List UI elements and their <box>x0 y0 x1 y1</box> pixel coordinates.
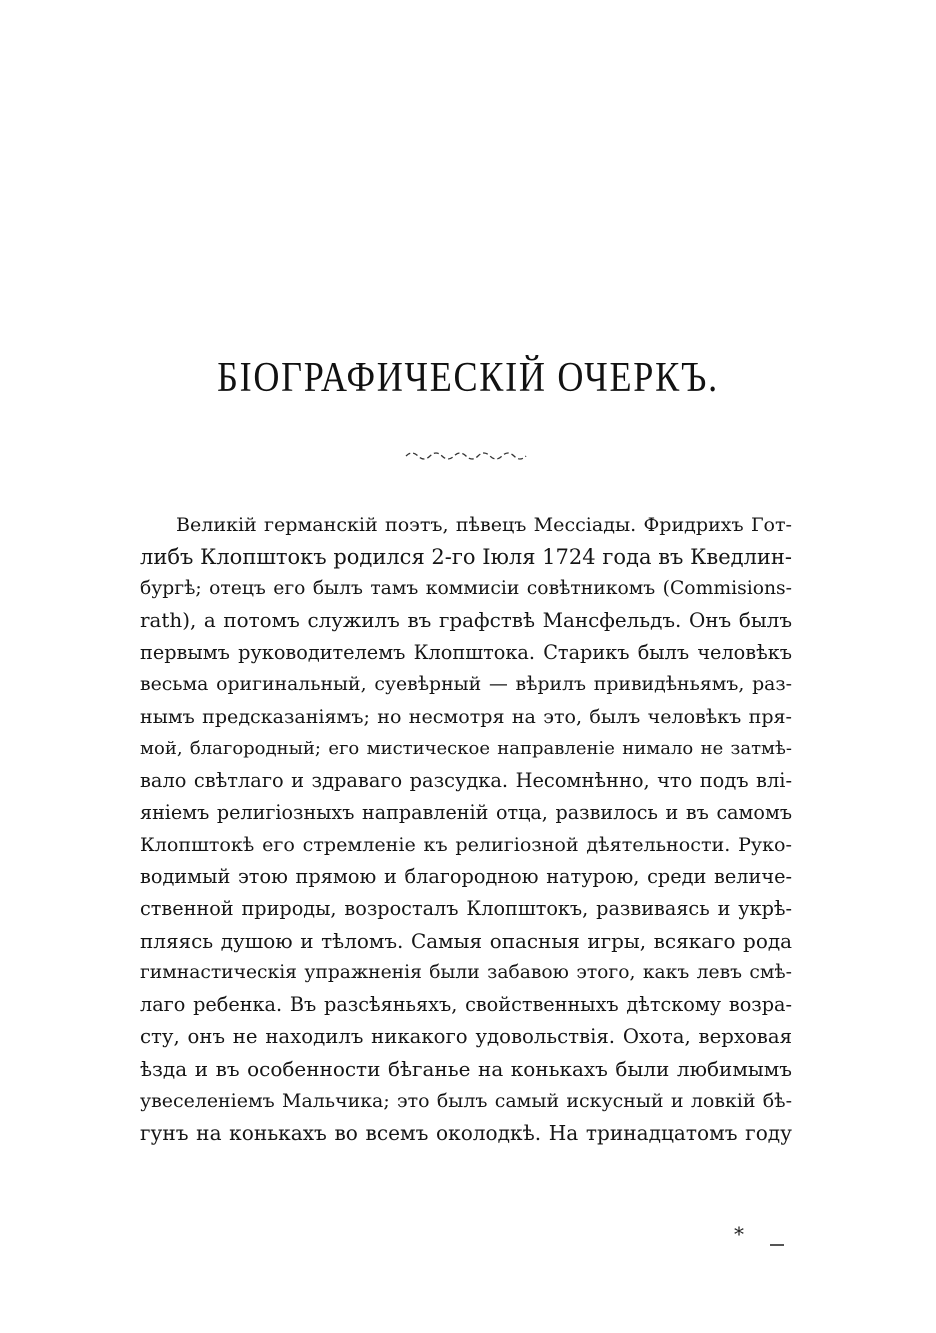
text-line: лаго ребенка. Въ разсѣяньяхъ, свойственныхъ дѣтскому возра- <box>140 993 792 1016</box>
text-line: гимнастическія упражненія были забавою этого, какъ левъ смѣ- <box>140 962 792 983</box>
text-line: вало свѣтлаго и здраваго разсудка. Несомнѣнно, что подъ влі- <box>140 769 792 792</box>
text-line: сту, онъ не находилъ никакого удовольствія. Охота, верховая <box>140 1025 792 1048</box>
text-line: Великій германскій поэтъ, пѣвецъ Мессіады. Фридрихъ Гот- <box>176 514 792 536</box>
text-line: яніемъ религіозныхъ направленій отца, развилось и въ самомъ <box>140 801 792 824</box>
decorative-divider <box>404 447 530 461</box>
text-line: ѣзда и въ особенности бѣганье на конькахъ были любимымъ <box>140 1057 792 1081</box>
text-line: гунъ на конькахъ во всемъ околодкѣ. На тринадцатомъ году <box>140 1121 792 1145</box>
text-line: пляясь душою и тѣломъ. Самыя опасныя игры, всякаго рода <box>140 929 792 953</box>
text-line: rath), а потомъ служилъ въ графствѣ Мансфельдъ. Онъ былъ <box>140 609 792 632</box>
text-line: либъ Клопштокъ родился 2-го Іюля 1724 года въ Кведлин- <box>140 545 792 569</box>
text-line: нымъ предсказаніямъ; но несмотря на это, былъ человѣкъ пря- <box>140 706 792 728</box>
text-line: увеселеніемъ Мальчика; это былъ самый искусный и ловкій бѣ- <box>140 1090 792 1112</box>
text-line: бургѣ; отецъ его былъ тамъ коммисіи совѣтникомъ (Commisions- <box>140 578 792 599</box>
body-paragraph <box>140 509 792 1149</box>
text-line: ственной природы, возросталъ Клопштокъ, развиваясь и укрѣ- <box>140 897 792 920</box>
text-line: водимый этою прямою и благородною натурою, среди величе- <box>140 865 792 888</box>
text-line: Клопштокѣ его стремленіе къ религіозной дѣятельности. Руко- <box>140 833 792 856</box>
text-line: весьма оригинальный, суевѣрный — вѣрилъ привидѣньямъ, раз- <box>140 674 792 695</box>
footer-dash <box>770 1244 784 1246</box>
text-line: мой, благородный; его мистическое направленіе нимало не затмѣ- <box>140 738 792 759</box>
text-line: первымъ руководителемъ Клопштока. Старикъ былъ человѣкъ <box>140 641 792 664</box>
signature-mark: * <box>734 1222 744 1246</box>
page-title: БІОГРАФИЧЕСКІЙ ОЧЕРКЪ. <box>217 355 719 401</box>
